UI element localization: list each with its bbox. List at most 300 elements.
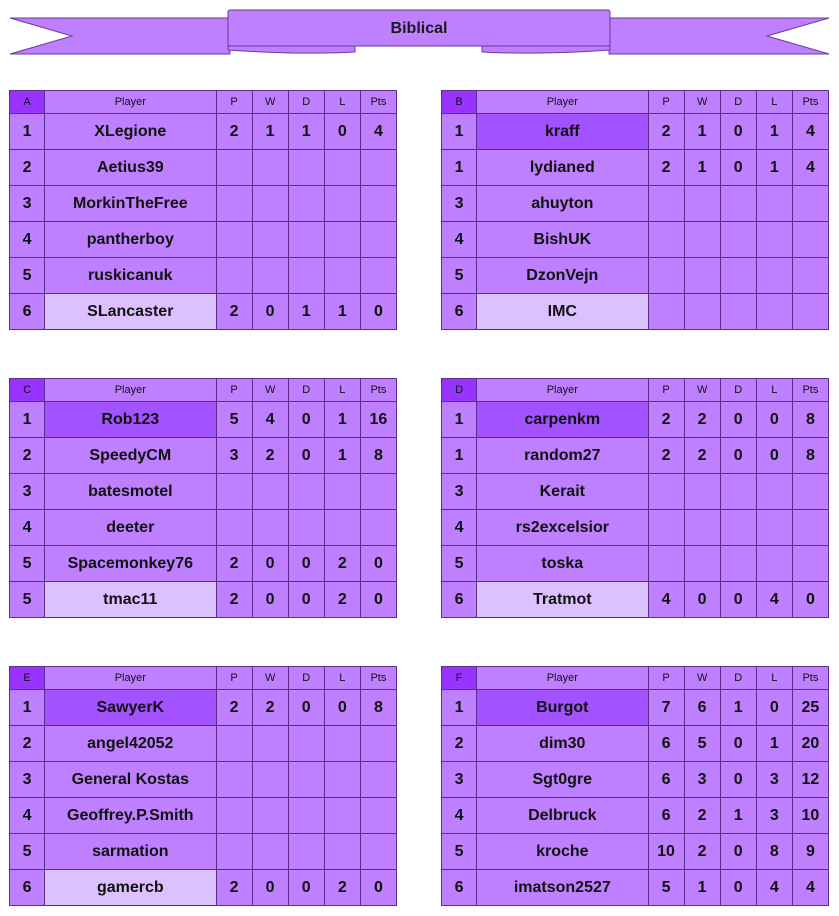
stat-l: 1: [756, 114, 792, 150]
stat-pts: 20: [792, 726, 828, 762]
stat-d: [720, 294, 756, 330]
stat-p: [648, 258, 684, 294]
stat-d: 1: [288, 114, 324, 150]
rank-cell: 1: [10, 402, 45, 438]
stat-l: 1: [324, 294, 360, 330]
table-row: [442, 294, 829, 330]
stat-l: [756, 546, 792, 582]
rank-cell: 1: [10, 690, 45, 726]
stat-pts: 8: [360, 438, 396, 474]
stat-d: 0: [288, 690, 324, 726]
stat-d: [288, 510, 324, 546]
stat-w: 1: [684, 114, 720, 150]
table-row: [442, 438, 829, 474]
player-name: toska: [477, 546, 648, 582]
stat-l: [756, 222, 792, 258]
stat-d: [288, 834, 324, 870]
stat-d: 0: [288, 870, 324, 906]
player-name: random27: [477, 438, 648, 474]
stat-pts: [792, 474, 828, 510]
rank-cell: 1: [442, 402, 477, 438]
table-row: [10, 798, 397, 834]
rank-cell: 4: [442, 222, 477, 258]
stat-pts: 8: [792, 438, 828, 474]
stat-l: [324, 762, 360, 798]
stat-d: 0: [288, 582, 324, 618]
table-row: [10, 402, 397, 438]
stat-p: 3: [216, 438, 252, 474]
stat-p: 2: [216, 294, 252, 330]
stat-p: [216, 834, 252, 870]
stat-pts: [360, 186, 396, 222]
player-name: pantherboy: [45, 222, 216, 258]
stat-pts: [360, 762, 396, 798]
stat-d: [720, 510, 756, 546]
group-table-e: [9, 666, 397, 906]
rank-cell: 6: [442, 582, 477, 618]
stat-p: [216, 258, 252, 294]
player-name: Rob123: [45, 402, 216, 438]
stat-pts: 0: [360, 582, 396, 618]
rank-cell: 3: [442, 186, 477, 222]
table-row: [10, 690, 397, 726]
stat-pts: [792, 294, 828, 330]
player-name: XLegione: [45, 114, 216, 150]
stat-pts: 4: [792, 114, 828, 150]
player-name: Aetius39: [45, 150, 216, 186]
header-row: [10, 379, 397, 402]
player-name: batesmotel: [45, 474, 216, 510]
stat-d: 0: [720, 402, 756, 438]
stat-w: 2: [252, 438, 288, 474]
stat-w: [684, 546, 720, 582]
stat-d: 0: [720, 114, 756, 150]
rank-cell: 6: [442, 870, 477, 906]
header-p: P: [648, 667, 684, 690]
stat-w: [252, 510, 288, 546]
table-row: [442, 114, 829, 150]
table-row: [10, 582, 397, 618]
stat-l: [324, 186, 360, 222]
stat-l: 2: [324, 582, 360, 618]
table-row: [442, 474, 829, 510]
stat-w: 2: [684, 438, 720, 474]
player-name: DzonVejn: [477, 258, 648, 294]
stat-w: 2: [684, 402, 720, 438]
stat-w: [684, 222, 720, 258]
stat-pts: [792, 222, 828, 258]
group-table-c: [9, 378, 397, 618]
group-label: B: [442, 91, 477, 114]
player-name: Tratmot: [477, 582, 648, 618]
rank-cell: 3: [442, 474, 477, 510]
stat-p: [648, 546, 684, 582]
stat-p: [216, 150, 252, 186]
table-row: [442, 798, 829, 834]
stat-d: [288, 726, 324, 762]
stat-l: [324, 834, 360, 870]
player-name: IMC: [477, 294, 648, 330]
rank-cell: 5: [10, 258, 45, 294]
stat-l: 4: [756, 870, 792, 906]
table-row: [10, 258, 397, 294]
stat-p: [216, 762, 252, 798]
stat-w: 0: [252, 870, 288, 906]
stat-d: 1: [720, 690, 756, 726]
header-row: [442, 379, 829, 402]
stat-w: [252, 798, 288, 834]
rank-cell: 4: [10, 222, 45, 258]
stat-pts: [360, 258, 396, 294]
player-name: SawyerK: [45, 690, 216, 726]
header-p: P: [216, 91, 252, 114]
stat-l: [756, 474, 792, 510]
stat-p: 2: [648, 114, 684, 150]
group-label: E: [10, 667, 45, 690]
stat-p: 4: [648, 582, 684, 618]
player-name: imatson2527: [477, 870, 648, 906]
stat-pts: 9: [792, 834, 828, 870]
rank-cell: 5: [10, 834, 45, 870]
header-row: [442, 667, 829, 690]
stat-p: 10: [648, 834, 684, 870]
stat-l: 3: [756, 798, 792, 834]
stat-w: 5: [684, 726, 720, 762]
table-row: [10, 114, 397, 150]
stat-pts: 0: [360, 870, 396, 906]
stat-w: [684, 186, 720, 222]
stat-l: [324, 222, 360, 258]
stat-pts: 8: [360, 690, 396, 726]
page-title: Biblical: [390, 20, 448, 37]
table-row: [10, 438, 397, 474]
stat-w: [252, 222, 288, 258]
rank-cell: 4: [442, 798, 477, 834]
stat-p: [216, 726, 252, 762]
header-row: [10, 91, 397, 114]
stat-l: [324, 510, 360, 546]
player-name: sarmation: [45, 834, 216, 870]
table-row: [10, 294, 397, 330]
stat-pts: 4: [360, 114, 396, 150]
player-name: angel42052: [45, 726, 216, 762]
header-player: Player: [45, 379, 216, 402]
rank-cell: 3: [10, 186, 45, 222]
stat-w: [252, 258, 288, 294]
table-row: [10, 150, 397, 186]
player-name: SpeedyCM: [45, 438, 216, 474]
stat-w: [684, 258, 720, 294]
header-player: Player: [477, 91, 648, 114]
stat-l: 0: [756, 438, 792, 474]
header-player: Player: [45, 91, 216, 114]
stat-l: 2: [324, 870, 360, 906]
stat-p: 6: [648, 726, 684, 762]
stat-d: [720, 222, 756, 258]
header-d: D: [720, 91, 756, 114]
stat-l: [324, 150, 360, 186]
group-table-a: [9, 90, 397, 330]
player-name: BishUK: [477, 222, 648, 258]
stat-p: 7: [648, 690, 684, 726]
header-pts: Pts: [792, 379, 828, 402]
stat-w: [252, 150, 288, 186]
table-row: [442, 402, 829, 438]
stat-l: 1: [324, 438, 360, 474]
header-w: W: [252, 379, 288, 402]
header-p: P: [648, 91, 684, 114]
banner-right-ribbon: [609, 18, 829, 54]
stat-d: [288, 798, 324, 834]
stat-l: [756, 186, 792, 222]
stat-p: [216, 510, 252, 546]
stat-pts: 8: [792, 402, 828, 438]
header-w: W: [252, 91, 288, 114]
table-row: [442, 834, 829, 870]
header-p: P: [216, 379, 252, 402]
table-row: [442, 150, 829, 186]
table-row: [10, 726, 397, 762]
rank-cell: 6: [442, 294, 477, 330]
stat-w: [684, 510, 720, 546]
header-pts: Pts: [360, 91, 396, 114]
stat-l: [756, 510, 792, 546]
table-row: [10, 186, 397, 222]
stat-p: 5: [648, 870, 684, 906]
header-l: L: [324, 667, 360, 690]
stat-d: 0: [720, 870, 756, 906]
table-row: [442, 726, 829, 762]
stat-pts: [360, 510, 396, 546]
player-name: MorkinTheFree: [45, 186, 216, 222]
stat-pts: 10: [792, 798, 828, 834]
stat-d: [288, 186, 324, 222]
player-name: tmac11: [45, 582, 216, 618]
group-label: A: [10, 91, 45, 114]
stat-l: [324, 258, 360, 294]
stat-pts: [360, 798, 396, 834]
stat-l: [324, 798, 360, 834]
header-player: Player: [477, 379, 648, 402]
stat-pts: 4: [792, 150, 828, 186]
rank-cell: 1: [10, 114, 45, 150]
player-name: Burgot: [477, 690, 648, 726]
stat-pts: 0: [792, 582, 828, 618]
stat-p: [216, 474, 252, 510]
stat-p: 2: [216, 582, 252, 618]
stat-p: 2: [216, 114, 252, 150]
stat-l: 1: [324, 402, 360, 438]
stat-d: 0: [720, 150, 756, 186]
player-name: deeter: [45, 510, 216, 546]
header-row: [10, 667, 397, 690]
header-l: L: [756, 91, 792, 114]
table-row: [442, 690, 829, 726]
stat-d: [288, 258, 324, 294]
rank-cell: 3: [10, 474, 45, 510]
player-name: ahuyton: [477, 186, 648, 222]
stat-pts: [792, 186, 828, 222]
stat-d: 0: [720, 726, 756, 762]
table-row: [10, 870, 397, 906]
stat-pts: 0: [360, 294, 396, 330]
header-w: W: [684, 667, 720, 690]
stat-l: [324, 474, 360, 510]
table-row: [442, 870, 829, 906]
rank-cell: 2: [10, 726, 45, 762]
player-name: ruskicanuk: [45, 258, 216, 294]
rank-cell: 1: [442, 114, 477, 150]
stat-d: 0: [288, 438, 324, 474]
group-label: C: [10, 379, 45, 402]
stat-w: [252, 834, 288, 870]
stat-p: [648, 474, 684, 510]
table-row: [10, 510, 397, 546]
stat-l: 1: [756, 726, 792, 762]
rank-cell: 5: [442, 258, 477, 294]
stat-p: 2: [216, 870, 252, 906]
rank-cell: 3: [442, 762, 477, 798]
player-name: General Kostas: [45, 762, 216, 798]
rank-cell: 4: [10, 510, 45, 546]
stat-l: 3: [756, 762, 792, 798]
table-row: [10, 762, 397, 798]
stat-p: 2: [648, 438, 684, 474]
header-d: D: [288, 91, 324, 114]
table-row: [10, 474, 397, 510]
stat-d: [720, 186, 756, 222]
player-name: dim30: [477, 726, 648, 762]
rank-cell: 5: [442, 546, 477, 582]
stat-w: 0: [252, 546, 288, 582]
table-row: [442, 582, 829, 618]
stat-w: 1: [684, 150, 720, 186]
stat-w: 2: [684, 834, 720, 870]
table-row: [442, 222, 829, 258]
rank-cell: 1: [442, 690, 477, 726]
stat-l: [756, 294, 792, 330]
player-name: carpenkm: [477, 402, 648, 438]
stat-pts: 0: [360, 546, 396, 582]
stat-pts: [360, 834, 396, 870]
header-player: Player: [477, 667, 648, 690]
rank-cell: 2: [10, 438, 45, 474]
rank-cell: 6: [10, 870, 45, 906]
header-p: P: [216, 667, 252, 690]
stat-pts: [360, 474, 396, 510]
stat-p: 2: [216, 546, 252, 582]
header-l: L: [324, 91, 360, 114]
header-p: P: [648, 379, 684, 402]
table-row: [442, 186, 829, 222]
stat-p: 6: [648, 798, 684, 834]
header-d: D: [720, 667, 756, 690]
group-table-b: [441, 90, 829, 330]
stat-d: [720, 474, 756, 510]
header-pts: Pts: [792, 91, 828, 114]
rank-cell: 5: [442, 834, 477, 870]
player-name: SLancaster: [45, 294, 216, 330]
stat-d: [720, 546, 756, 582]
stat-p: [648, 294, 684, 330]
group-table-f: [441, 666, 829, 906]
player-name: Delbruck: [477, 798, 648, 834]
stat-w: [684, 474, 720, 510]
stat-p: 6: [648, 762, 684, 798]
table-row: [442, 258, 829, 294]
stat-d: 0: [720, 834, 756, 870]
stat-l: 1: [756, 150, 792, 186]
stat-pts: [792, 258, 828, 294]
stat-pts: 12: [792, 762, 828, 798]
stat-p: 2: [648, 402, 684, 438]
player-name: Geoffrey.P.Smith: [45, 798, 216, 834]
stat-d: 0: [288, 402, 324, 438]
rank-cell: 4: [10, 798, 45, 834]
stat-pts: [792, 546, 828, 582]
rank-cell: 2: [442, 726, 477, 762]
table-row: [10, 834, 397, 870]
stat-w: 2: [252, 690, 288, 726]
stat-w: 3: [684, 762, 720, 798]
stat-p: [648, 186, 684, 222]
stat-p: [216, 222, 252, 258]
header-l: L: [324, 379, 360, 402]
stat-w: 0: [252, 294, 288, 330]
stat-d: [720, 258, 756, 294]
stat-d: [288, 150, 324, 186]
player-name: gamercb: [45, 870, 216, 906]
stat-d: [288, 762, 324, 798]
header-l: L: [756, 667, 792, 690]
stat-p: [216, 798, 252, 834]
rank-cell: 1: [442, 438, 477, 474]
stat-d: [288, 222, 324, 258]
player-name: kraff: [477, 114, 648, 150]
stat-w: 0: [684, 582, 720, 618]
stat-w: [252, 474, 288, 510]
table-row: [10, 222, 397, 258]
stat-w: 1: [684, 870, 720, 906]
stat-d: 0: [720, 582, 756, 618]
header-pts: Pts: [360, 667, 396, 690]
stat-l: [324, 726, 360, 762]
player-name: lydianed: [477, 150, 648, 186]
header-d: D: [288, 667, 324, 690]
header-w: W: [684, 91, 720, 114]
stat-w: [252, 186, 288, 222]
header-player: Player: [45, 667, 216, 690]
stat-l: [756, 258, 792, 294]
stat-pts: 16: [360, 402, 396, 438]
header-pts: Pts: [792, 667, 828, 690]
rank-cell: 5: [10, 546, 45, 582]
banner-left-ribbon: [10, 18, 230, 54]
stat-d: 1: [720, 798, 756, 834]
player-name: kroche: [477, 834, 648, 870]
player-name: Kerait: [477, 474, 648, 510]
stat-l: 4: [756, 582, 792, 618]
stat-p: 5: [216, 402, 252, 438]
stat-d: 0: [288, 546, 324, 582]
stat-l: 0: [756, 402, 792, 438]
stat-w: [252, 762, 288, 798]
stat-pts: [360, 726, 396, 762]
stat-pts: [360, 222, 396, 258]
stat-d: 0: [720, 438, 756, 474]
table-row: [442, 762, 829, 798]
stat-p: 2: [648, 150, 684, 186]
